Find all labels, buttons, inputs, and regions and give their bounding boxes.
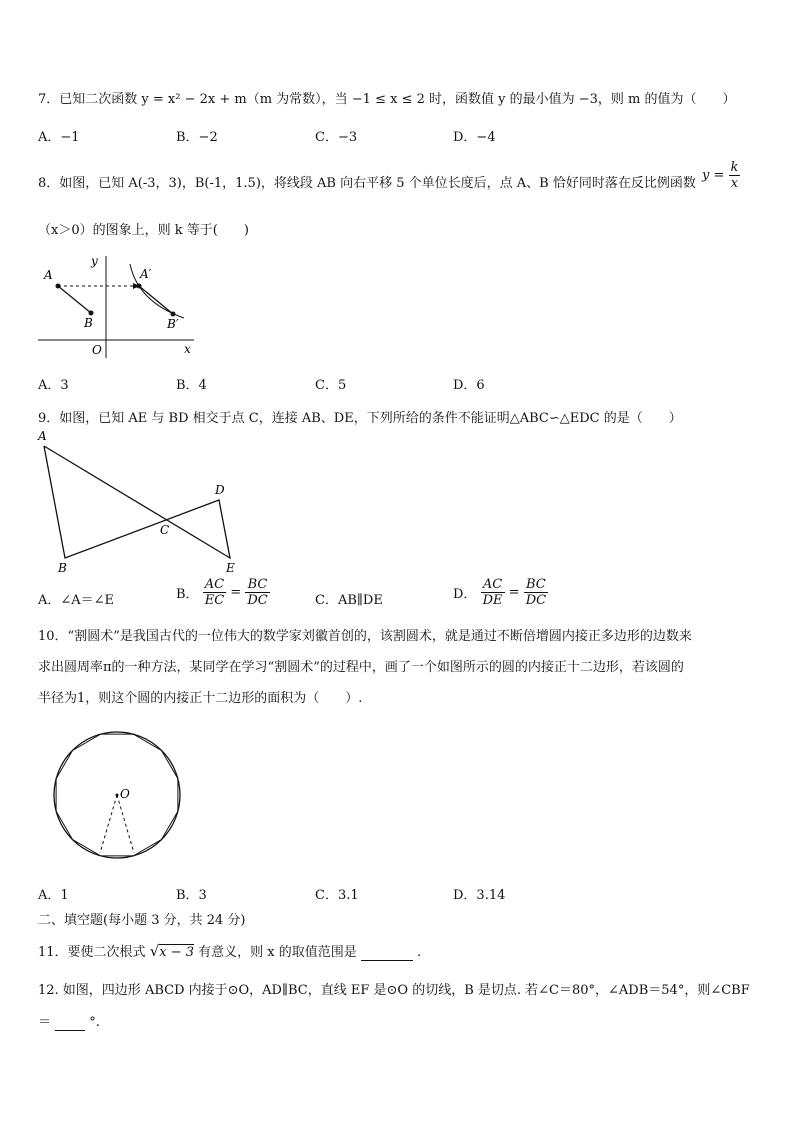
equals-sign: = xyxy=(230,585,242,600)
q9-option-a: A．∠A＝∠E xyxy=(38,593,115,608)
fraction-numerator: BC xyxy=(245,577,269,593)
segment-ab xyxy=(58,286,91,313)
q8-formula-numerator: k xyxy=(730,160,739,175)
fraction-numerator: AC xyxy=(203,577,226,593)
q9-option-b-fraction-left xyxy=(203,577,226,608)
q9-option-d-label: D． xyxy=(453,587,477,602)
section-heading: 二、填空题(每小题 3 分，共 24 分) xyxy=(38,913,246,928)
label-e: E xyxy=(226,561,235,575)
q10-option-a: A．1 xyxy=(38,888,69,903)
label-a-prime: A′ xyxy=(140,267,152,281)
point-a-prime xyxy=(137,284,142,289)
label-x: x xyxy=(184,342,191,356)
fraction-numerator: AC xyxy=(481,577,505,593)
q8-formula-denominator: x xyxy=(730,176,739,191)
q8-option-c: C．5 xyxy=(315,378,347,393)
label-o: O xyxy=(92,343,102,357)
fraction-numerator: BC xyxy=(524,577,548,593)
q9-figure xyxy=(32,426,246,576)
q8-stem-line1: 8．如图，已知 A(-3，3)，B(-1，1.5)，将线段 AB 向右平移 5 个单位长度后，点 A、B 恰好同时落在反比例函数 xyxy=(38,176,696,191)
q9-option-d-fraction-right xyxy=(524,577,548,608)
hyperbola-curve xyxy=(130,264,184,318)
q12-stem-line1: 12. 如图，四边形 ABCD 内接于⊙O，AD∥BC，直线 EF 是⊙O 的切线，B 是切点. 若∠C＝80°，∠ADB＝54°，则∠CBF xyxy=(38,983,750,998)
q9-option-b xyxy=(176,577,270,608)
q7-option-a: A．−1 xyxy=(38,130,80,145)
q7-option-c: C．−3 xyxy=(315,130,358,145)
point-b xyxy=(89,311,94,316)
q9-stem: 9．如图，已知 AE 与 BD 相交于点 C，连接 AB、DE，下列所给的条件不能证明△ABC∽△EDC 的是（ ） xyxy=(38,411,682,426)
q7-stem: 7．已知二次函数 y = x² − 2x + m（m 为常数），当 −1 ≤ x ≤ 2 时，函数值 y 的最小值为 −3，则 m 的值为（ ） xyxy=(38,92,736,107)
q9-option-d xyxy=(453,577,548,608)
q10-stem-line1: 10．“割圆术”是我国古代的一位伟大的数学家刘徽首创的，该割圆术，就是通过不断倍增圆内接正多边形的边数来 xyxy=(38,629,692,644)
label-b: B xyxy=(84,316,93,330)
q8-option-b: B．4 xyxy=(176,378,207,393)
equals-sign: = xyxy=(508,585,520,600)
fraction-denominator: DC xyxy=(525,593,547,608)
q11-stem xyxy=(38,941,421,961)
label-o: O xyxy=(120,787,130,801)
q10-option-b: B．3 xyxy=(176,888,207,903)
label-y: y xyxy=(91,254,98,268)
q9-option-d-fraction-left xyxy=(481,577,505,608)
q9-option-b-fraction-right xyxy=(245,577,269,608)
q12-text-post: °. xyxy=(89,1015,100,1030)
q12-answer-blank[interactable] xyxy=(55,1015,85,1031)
q8-option-a: A．3 xyxy=(38,378,69,393)
q11-radicand: x − 3 xyxy=(159,945,195,960)
fraction-denominator: DC xyxy=(247,593,268,608)
label-b: B xyxy=(58,561,67,575)
center-point xyxy=(116,794,119,797)
q8-figure xyxy=(34,250,204,362)
q12-text-pre: ＝ xyxy=(38,1015,52,1030)
fraction-denominator: DE xyxy=(482,593,503,608)
q8-formula xyxy=(702,160,740,191)
q8-option-d: D．6 xyxy=(453,378,485,393)
q7-option-d: D．−4 xyxy=(453,130,496,145)
label-c: C xyxy=(160,523,170,537)
q8-stem-line2: （x＞0）的图象上，则 k 等于( ) xyxy=(38,223,249,238)
q11-answer-blank[interactable] xyxy=(361,945,413,961)
radius-right xyxy=(117,795,134,853)
radius-left xyxy=(100,795,117,853)
q10-option-d: D．3.14 xyxy=(453,888,506,903)
q8-formula-y: y = xyxy=(702,168,725,183)
label-d: D xyxy=(215,483,225,497)
point-b-prime xyxy=(171,312,176,317)
q9-option-b-label: B． xyxy=(176,587,199,602)
fraction-denominator: EC xyxy=(204,593,225,608)
point-a xyxy=(56,284,61,289)
q10-figure xyxy=(44,729,194,863)
bowtie-triangles xyxy=(44,446,230,558)
q11-text-post: 有意义，则 x 的取值范围是 xyxy=(198,945,357,960)
segment-a-prime-b-prime xyxy=(139,286,173,314)
q8-formula-fraction xyxy=(729,160,741,191)
sqrt-sign: √ xyxy=(149,942,160,960)
q12-stem-line2 xyxy=(38,1011,100,1031)
label-a: A xyxy=(38,429,47,443)
label-a: A xyxy=(44,268,53,282)
q10-stem-line3: 半径为1，则这个圆的内接正十二边形的面积为（ ）. xyxy=(38,691,363,706)
q10-option-c: C．3.1 xyxy=(315,888,359,903)
q7-option-b: B．−2 xyxy=(176,130,218,145)
label-b-prime: B′ xyxy=(167,317,179,331)
q11-text-end: . xyxy=(417,945,422,960)
q9-option-c: C．AB∥DE xyxy=(315,593,383,608)
q11-text-pre: 11．要使二次根式 xyxy=(38,945,146,960)
q10-stem-line2: 求出圆周率π的一种方法，某同学在学习“割圆术”的过程中，画了一个如图所示的圆的内接正十二边形，若该圆的 xyxy=(38,660,684,675)
